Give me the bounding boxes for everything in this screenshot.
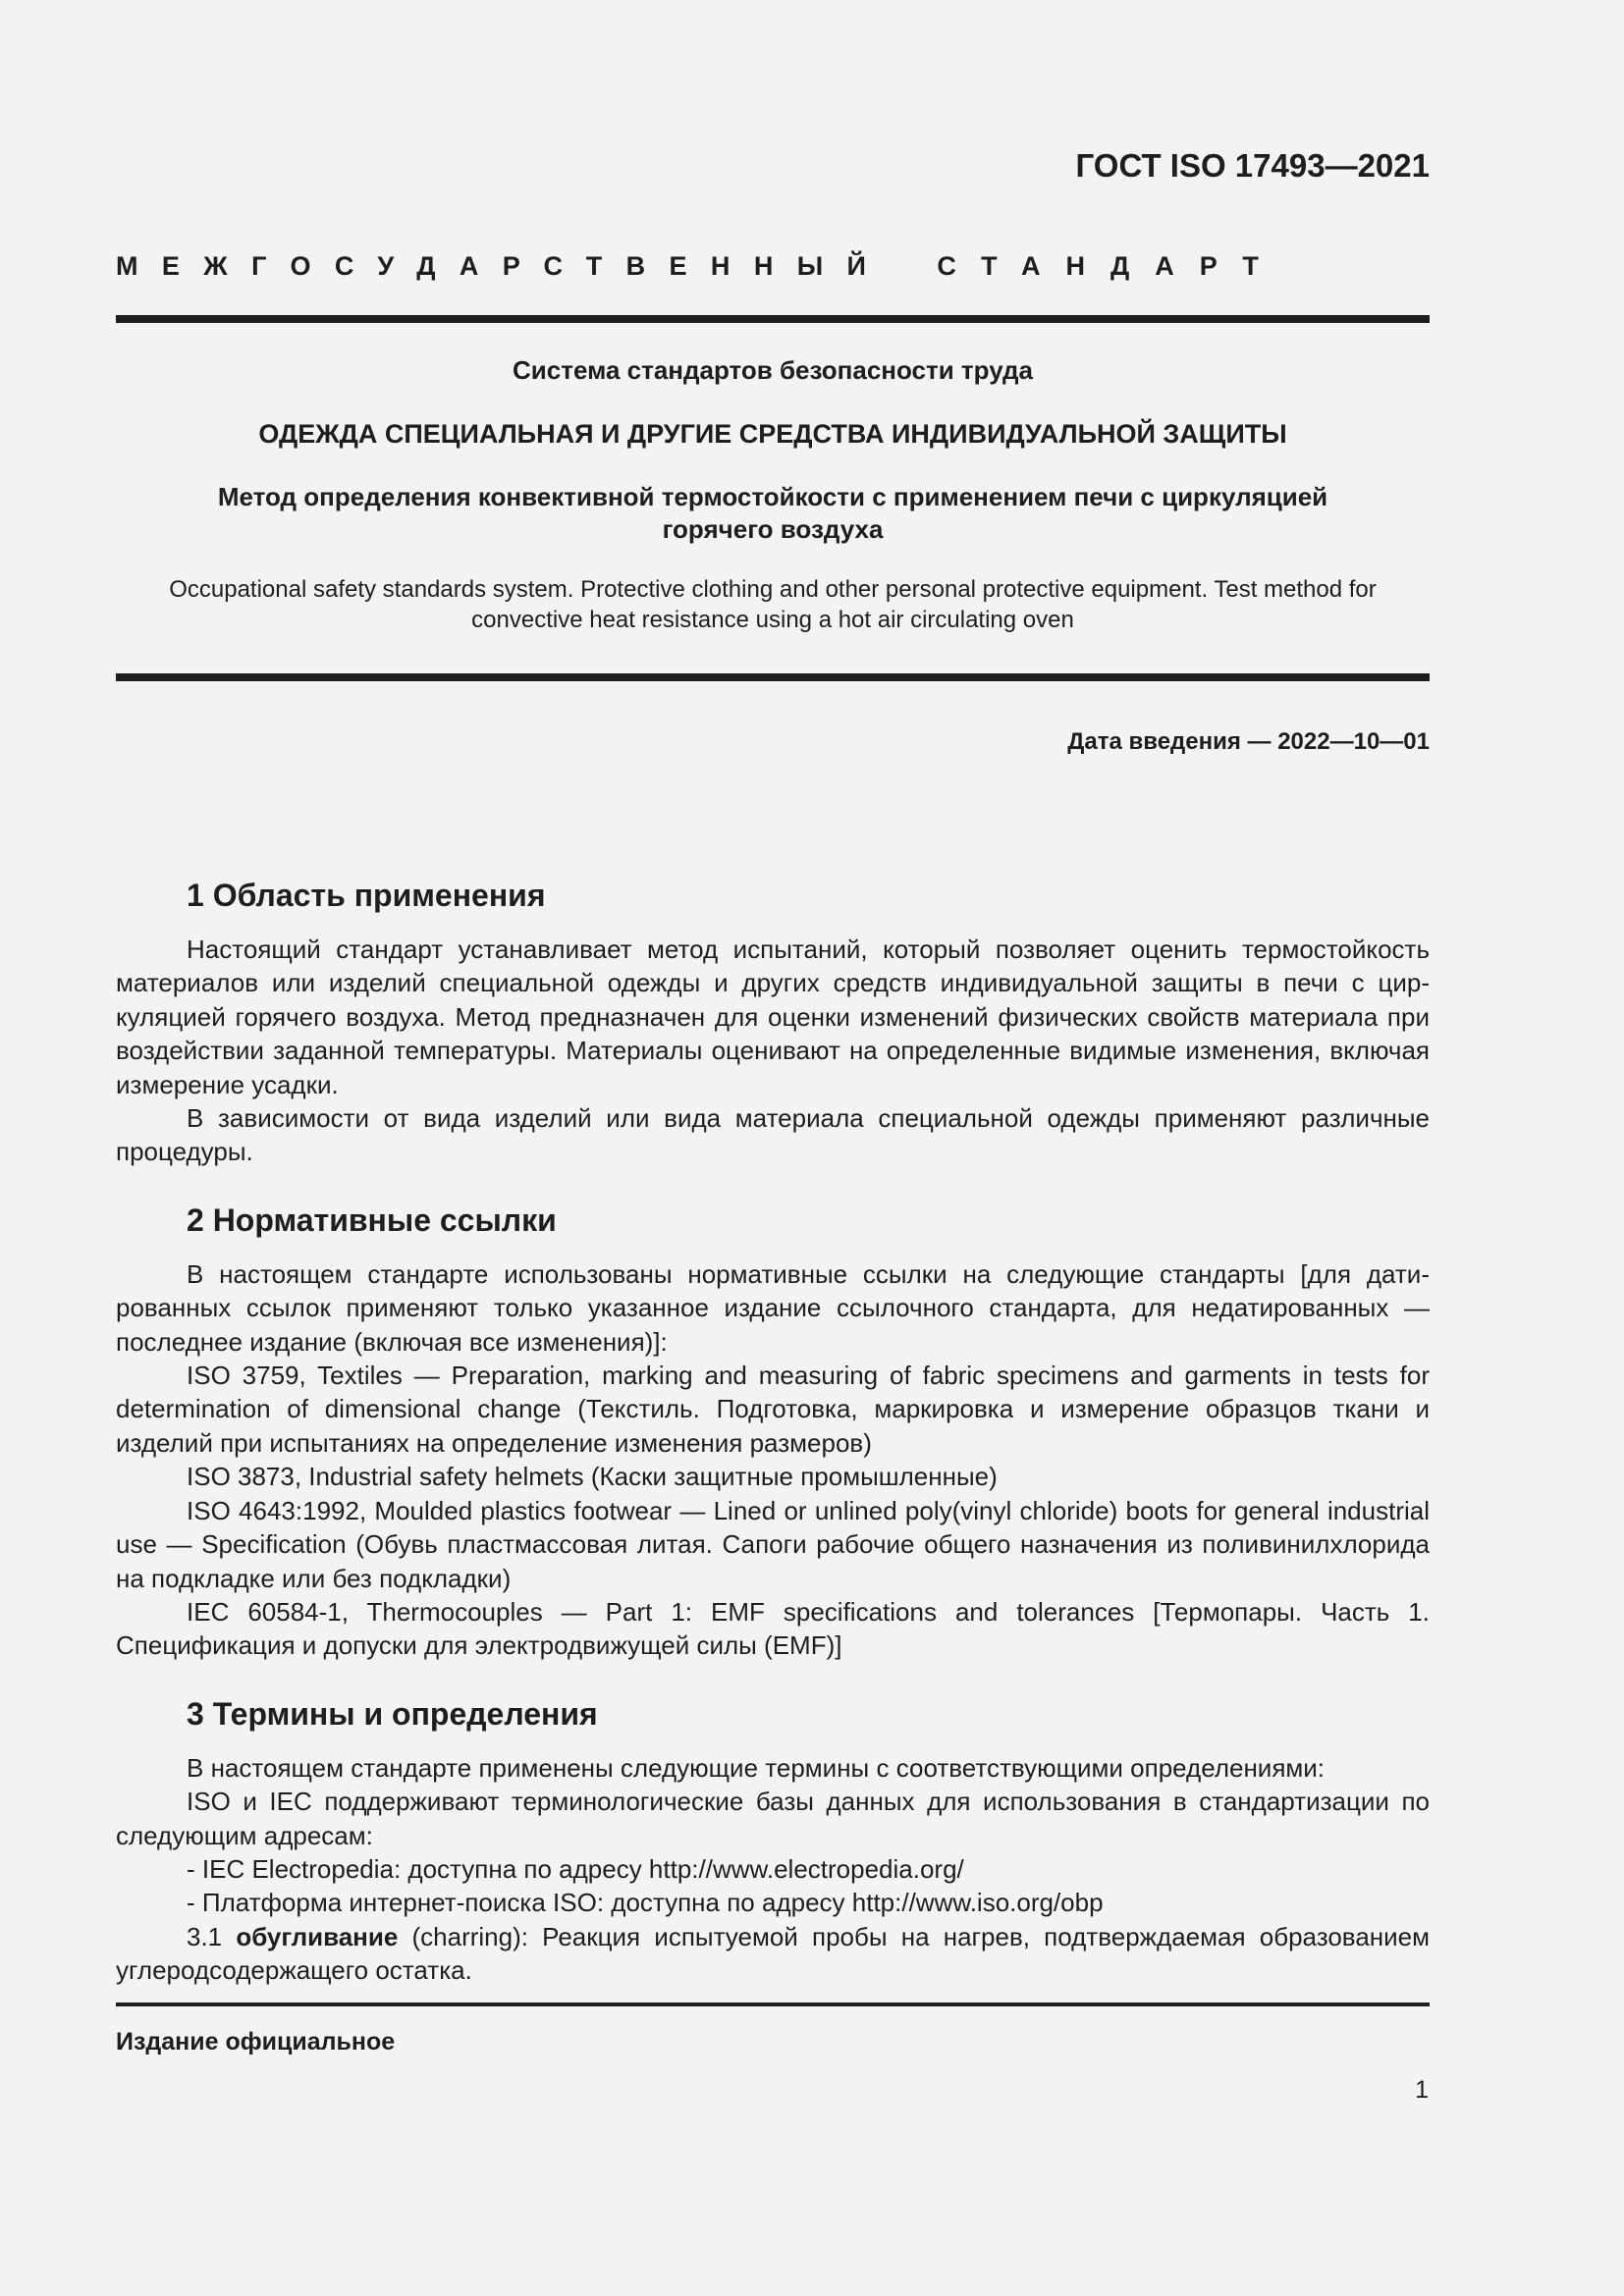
official-edition-label: Издание официальное (116, 2028, 396, 2056)
title-rule (116, 673, 1430, 681)
introduction-date: Дата введения — 2022—10—01 (1067, 728, 1430, 755)
footer-rule (116, 2002, 1430, 2006)
section-heading: 3 Термины и определения (187, 1695, 598, 1732)
gost-id: ГОСТ ISO 17493—2021 (1075, 147, 1430, 184)
reference-item: ISO 3759, Textiles — Preparation, marking and measuring of fabric specimens and garments in tests for determination of dimensional change (Текстиль. Подготовка, маркировка и измерение образцов ткани и изделий при испытаниях на определение изменения размеров) (116, 1361, 1430, 1458)
reference-item: ISO 3873, Industrial safety helmets (Каски защитные промышленные) (187, 1462, 998, 1492)
section-scope (116, 874, 1430, 1169)
section-terms-definitions (116, 1692, 1430, 1988)
section-heading: 1 Область применения (187, 878, 546, 913)
interstate-standard-label (116, 251, 1430, 282)
standard-word: СТАНДАРТ (937, 251, 1284, 281)
term: обугливание (236, 1921, 399, 1951)
system-title: Система стандартов безопасности труда (513, 355, 1033, 385)
english-title-line-2: convective heat resistance using a hot air circulating oven (471, 607, 1074, 633)
paragraph: В настоящем стандарте применены следующие термины с соответствующими определениями: (187, 1752, 1326, 1783)
page-number: 1 (1415, 2076, 1429, 2104)
term-definition (116, 1920, 1430, 1988)
document-body (116, 874, 1430, 2017)
term-description: (charring): Реакция испытуемой пробы на нагрев, подтверждаемая образованием углеродсодержащего остатка. (116, 1921, 1430, 1986)
english-title-line-1: Occupational safety standards system. Protective clothing and other personal protective equipment. Test method for (169, 576, 1377, 603)
english-title (116, 574, 1430, 635)
subtitle (116, 481, 1430, 546)
term-number: 3.1 (187, 1921, 237, 1951)
subtitle-line-2: горячего воздуха (662, 514, 884, 544)
paragraph: ISO и IEC поддерживают терминологические базы данных для использования в стандартизации по следующим адресам: (116, 1787, 1430, 1850)
section-normative-references (116, 1199, 1430, 1663)
reference-item: ISO 4643:1992, Moulded plastics footwear — Lined or unlined poly(vinyl chloride) boots for general industrial use — Specification (Обувь пластмассовая литая. Сапоги рабочие общего назначения из поливинилхлорида на подкладке или без подкладки) (116, 1495, 1430, 1593)
main-title: ОДЕЖДА СПЕЦИАЛЬНАЯ И ДРУГИЕ СРЕДСТВА ИНДИВИДУАЛЬНОЙ ЗАЩИТЫ (258, 419, 1287, 449)
header-rule (116, 315, 1430, 323)
reference-item: IEC 60584-1, Thermocouples — Part 1: EMF specifications and tolerances [Термопары. Часть 1. Спецификация и допуски для электродвижущей силы (EMF)] (116, 1596, 1430, 1661)
section-heading: 2 Нормативные ссылки (187, 1201, 557, 1238)
subtitle-line-1: Метод определения конвективной термостойкости с применением печи с циркуляцией (217, 482, 1328, 511)
link-item: - Платформа интернет-поиска ISO: доступна по адресу http://www.iso.org/obp (187, 1888, 1104, 1918)
paragraph: Настоящий стандарт устанавливает метод испытаний, который позволяет оценить термостойкость материалов или изделий специальной одежды и других средств индивидуальной защиты в печи с циркуляцией горячего воздуха. Метод предназначен для оценки изменений физических свойств материала при воздействии заданной температуры. Материалы оценивают на определенные видимые изменения, включая измерение усадки. (116, 934, 1430, 1099)
paragraph: В зависимости от вида изделий или вида материала специальной одежды применяют различные процедуры. (116, 1103, 1430, 1167)
paragraph: В настоящем стандарте использованы нормативные ссылки на следующие стандарты [для датированных ссылок применяют только указанное издание ссылочного стандарта, для недатированных — последнее издание (включая все изменения)]: (116, 1258, 1430, 1357)
link-item: - IEC Electropedia: доступна по адресу http://www.electropedia.org/ (187, 1853, 964, 1884)
interstate-word: МЕЖГОСУДАРСТВЕННЫЙ (116, 251, 891, 281)
